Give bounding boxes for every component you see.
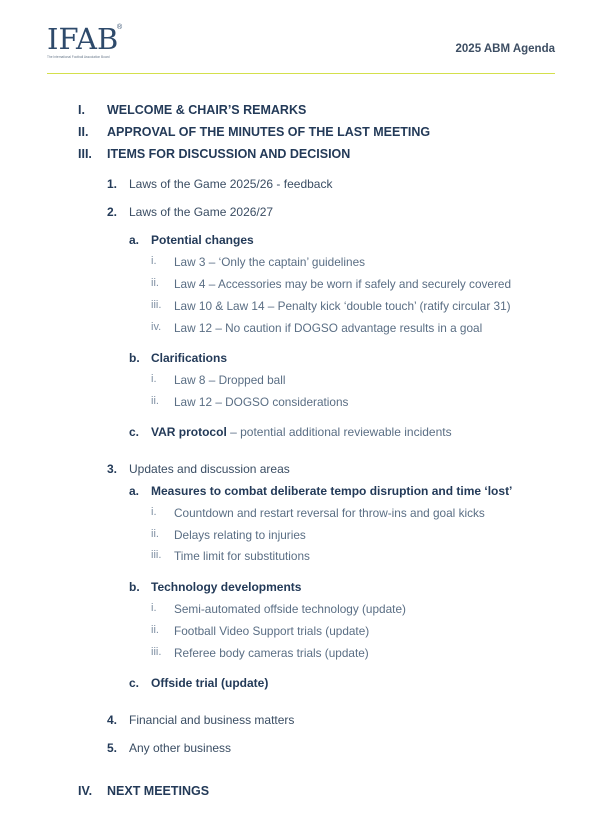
point-text: Semi-automated offside technology (update) (174, 602, 406, 616)
header-divider (47, 73, 555, 74)
item-number: 2. (107, 205, 118, 219)
item-text: Laws of the Game 2025/26 - feedback (129, 177, 333, 191)
point-numeral: ii. (151, 528, 159, 540)
subitem-heading: VAR protocol (151, 425, 227, 439)
subitem-letter: a. (129, 484, 140, 498)
point-text: Law 12 – No caution if DOGSO advantage results in a goal (174, 321, 483, 335)
point-text: Law 8 – Dropped ball (174, 373, 286, 387)
point-numeral: i. (151, 255, 157, 267)
section-title: WELCOME & CHAIR’S REMARKS (107, 103, 307, 117)
point-numeral: i. (151, 506, 157, 518)
point-text: Law 10 & Law 14 – Penalty kick ‘double touch’ (ratify circular 31) (174, 299, 511, 313)
item-number: 5. (107, 741, 118, 755)
subitem-title: Clarifications (151, 351, 228, 365)
item-text: Laws of the Game 2026/27 (129, 205, 274, 219)
item-text: Any other business (129, 741, 232, 755)
section-title: APPROVAL OF THE MINUTES OF THE LAST MEETING (107, 125, 431, 139)
point-text: Law 4 – Accessories may be worn if safely and securely covered (174, 277, 512, 291)
item-number: 4. (107, 713, 118, 727)
point-numeral: iii. (151, 299, 162, 311)
item-number: 3. (107, 462, 118, 476)
item-text: Updates and discussion areas (129, 462, 290, 476)
subitem-letter: b. (129, 580, 140, 594)
point-numeral: i. (151, 373, 157, 385)
point-text: Countdown and restart reversal for throw-ins and goal kicks (174, 506, 485, 520)
item-text: Financial and business matters (129, 713, 295, 727)
point-text: Football Video Support trials (update) (174, 624, 370, 638)
point-text: Law 12 – DOGSO considerations (174, 395, 349, 409)
point-numeral: iii. (151, 646, 162, 658)
subitem-description: – potential additional reviewable incidents (226, 425, 452, 439)
point-numeral: ii. (151, 395, 159, 407)
ifab-logo (47, 24, 123, 62)
section-number: II. (78, 125, 89, 139)
registered-mark: ® (117, 24, 123, 31)
point-numeral: iv. (151, 321, 162, 333)
subitem-title (151, 425, 452, 439)
section-number: I. (78, 103, 85, 117)
document-title: 2025 ABM Agenda (455, 43, 555, 55)
point-numeral: i. (151, 602, 157, 614)
point-text: Referee body cameras trials (update) (174, 646, 369, 660)
item-number: 1. (107, 177, 118, 191)
section-number: III. (78, 147, 92, 161)
subitem-title: Technology developments (151, 580, 302, 594)
subitem-letter: c. (129, 425, 140, 439)
logo-tagline: The International Football Association Board (47, 55, 110, 59)
subitem-title: Offside trial (update) (151, 676, 269, 690)
section-title: ITEMS FOR DISCUSSION AND DECISION (107, 147, 351, 161)
subitem-letter: a. (129, 233, 140, 247)
point-numeral: ii. (151, 277, 159, 289)
section-title: NEXT MEETINGS (107, 784, 210, 798)
point-text: Delays relating to injuries (174, 528, 306, 542)
logo-wordmark: IFAB (47, 22, 119, 56)
subitem-letter: b. (129, 351, 140, 365)
point-text: Law 3 – ‘Only the captain’ guidelines (174, 255, 366, 269)
subitem-letter: c. (129, 676, 140, 690)
section-number: IV. (78, 784, 93, 798)
subitem-title: Potential changes (151, 233, 254, 247)
point-text: Time limit for substitutions (174, 549, 310, 563)
point-numeral: iii. (151, 549, 162, 561)
subitem-title: Measures to combat deliberate tempo disruption and time ‘lost’ (151, 484, 513, 498)
point-numeral: ii. (151, 624, 159, 636)
